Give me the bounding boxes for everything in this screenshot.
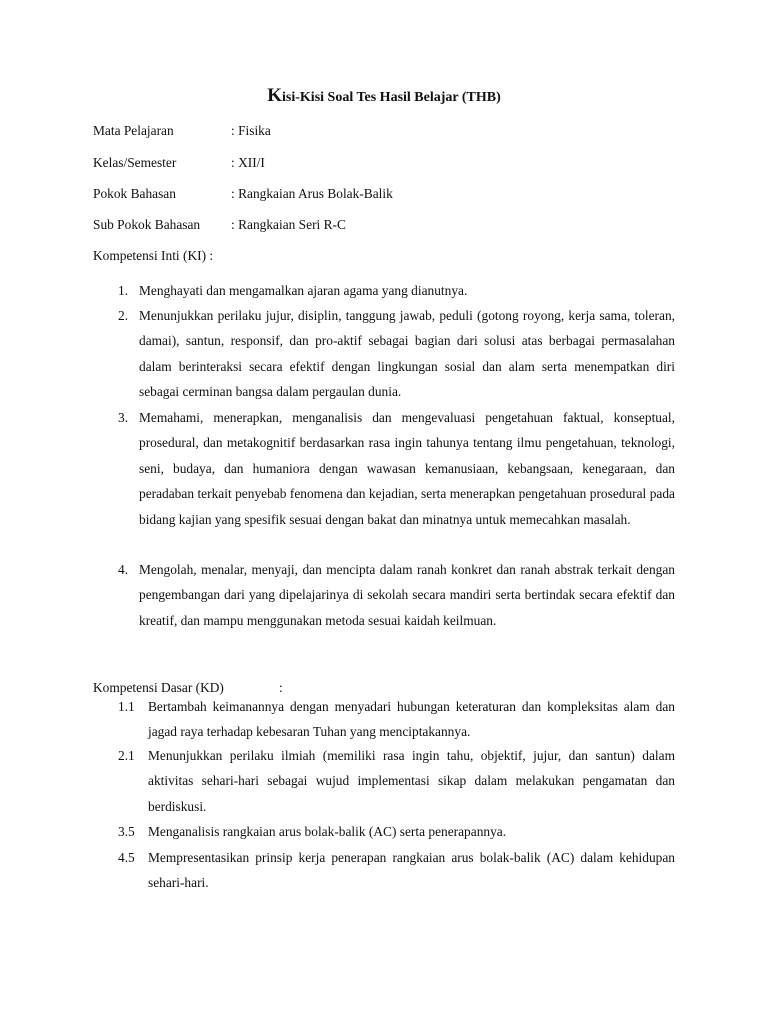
list-text: Menghayati dan mengamalkan ajaran agama yang dianutnya.: [139, 283, 468, 298]
list-number: 4.: [118, 562, 129, 577]
meta-label: Mata Pelajaran: [93, 123, 174, 138]
meta-value: : Rangkaian Arus Bolak-Balik: [231, 186, 393, 201]
list-text: Mempresentasikan prinsip kerja penerapan rangkaian arus bolak-balik (AC) dalam kehidupan sehari-hari.: [148, 850, 675, 891]
list-number: 4.5: [118, 850, 135, 865]
list-number: 3.5: [118, 824, 135, 839]
title-initial: K: [267, 85, 283, 106]
list-text: Menunjukkan perilaku jujur, disiplin, tanggung jawab, peduli (gotong royong, kerja sama, toleran, damai), santun, responsif, dan pro-aktif sebagai bagian dari solusi atas berbagai permasalahan dalam berinteraksi secara efektif dengan lingkungan sosial dan alam serta menempatkan diri sebagai cerminan bangsa dalam pergaulan dunia.: [139, 308, 675, 400]
meta-label: Sub Pokok Bahasan: [93, 217, 201, 232]
meta-label: Kelas/Semester: [93, 155, 177, 170]
list-number: 3.: [118, 410, 129, 425]
list-text: Mengolah, menalar, menyaji, dan mencipta dalam ranah konkret dan ranah abstrak terkait dengan pengembangan dari yang dipelajarinya di sekolah secara mandiri serta bertindak secara efektif dan kreatif, dan mampu menggunakan metoda sesuai kaidah keilmuan.: [139, 562, 675, 628]
list-text: Menunjukkan perilaku ilmiah (memiliki rasa ingin tahu, objektif, jujur, dan santun) dalam aktivitas sehari-hari sebagai wujud implementasi sikap dalam melakukan pengamatan dan berdiskusi.: [148, 748, 675, 814]
kd-heading-colon: :: [279, 680, 283, 695]
meta-label: Pokok Bahasan: [93, 186, 176, 201]
list-number: 2.: [118, 308, 129, 323]
list-text: Bertambah keimanannya dengan menyadari hubungan keteraturan dan kompleksitas alam dan jagad raya terhadap kebesaran Tuhan yang menciptakannya.: [148, 699, 675, 740]
list-text: Memahami, menerapkan, menganalisis dan mengevaluasi pengetahuan faktual, konseptual, prosedural, dan metakognitif berdasarkan rasa ingin tahunya tentang ilmu pengetahuan, teknologi, seni, budaya, dan humaniora dengan wawasan kemanusiaan, kebangsaan, kenegaraan, dan peradaban terkait penyebab fenomena dan kejadian, serta menerapkan pengetahuan prosedural pada bidang kajian yang spesifik sesuai dengan bakat dan minatnya untuk memecahkan masalah.: [139, 410, 675, 527]
meta-value: : Rangkaian Seri R-C: [231, 217, 346, 232]
meta-value: : Fisika: [231, 123, 271, 138]
kd-heading-label: Kompetensi Dasar (KD): [93, 680, 224, 695]
meta-value: : XII/I: [231, 155, 265, 170]
list-number: 2.1: [118, 748, 135, 763]
list-number: 1.: [118, 283, 129, 298]
title-rest: isi-Kisi Soal Tes Hasil Belajar (THB): [282, 90, 501, 105]
ki-heading: Kompetensi Inti (KI) :: [93, 248, 214, 263]
document-title: [0, 86, 768, 108]
list-number: 1.1: [118, 699, 135, 714]
list-text: Menganalisis rangkaian arus bolak-balik (AC) serta penerapannya.: [148, 824, 507, 839]
